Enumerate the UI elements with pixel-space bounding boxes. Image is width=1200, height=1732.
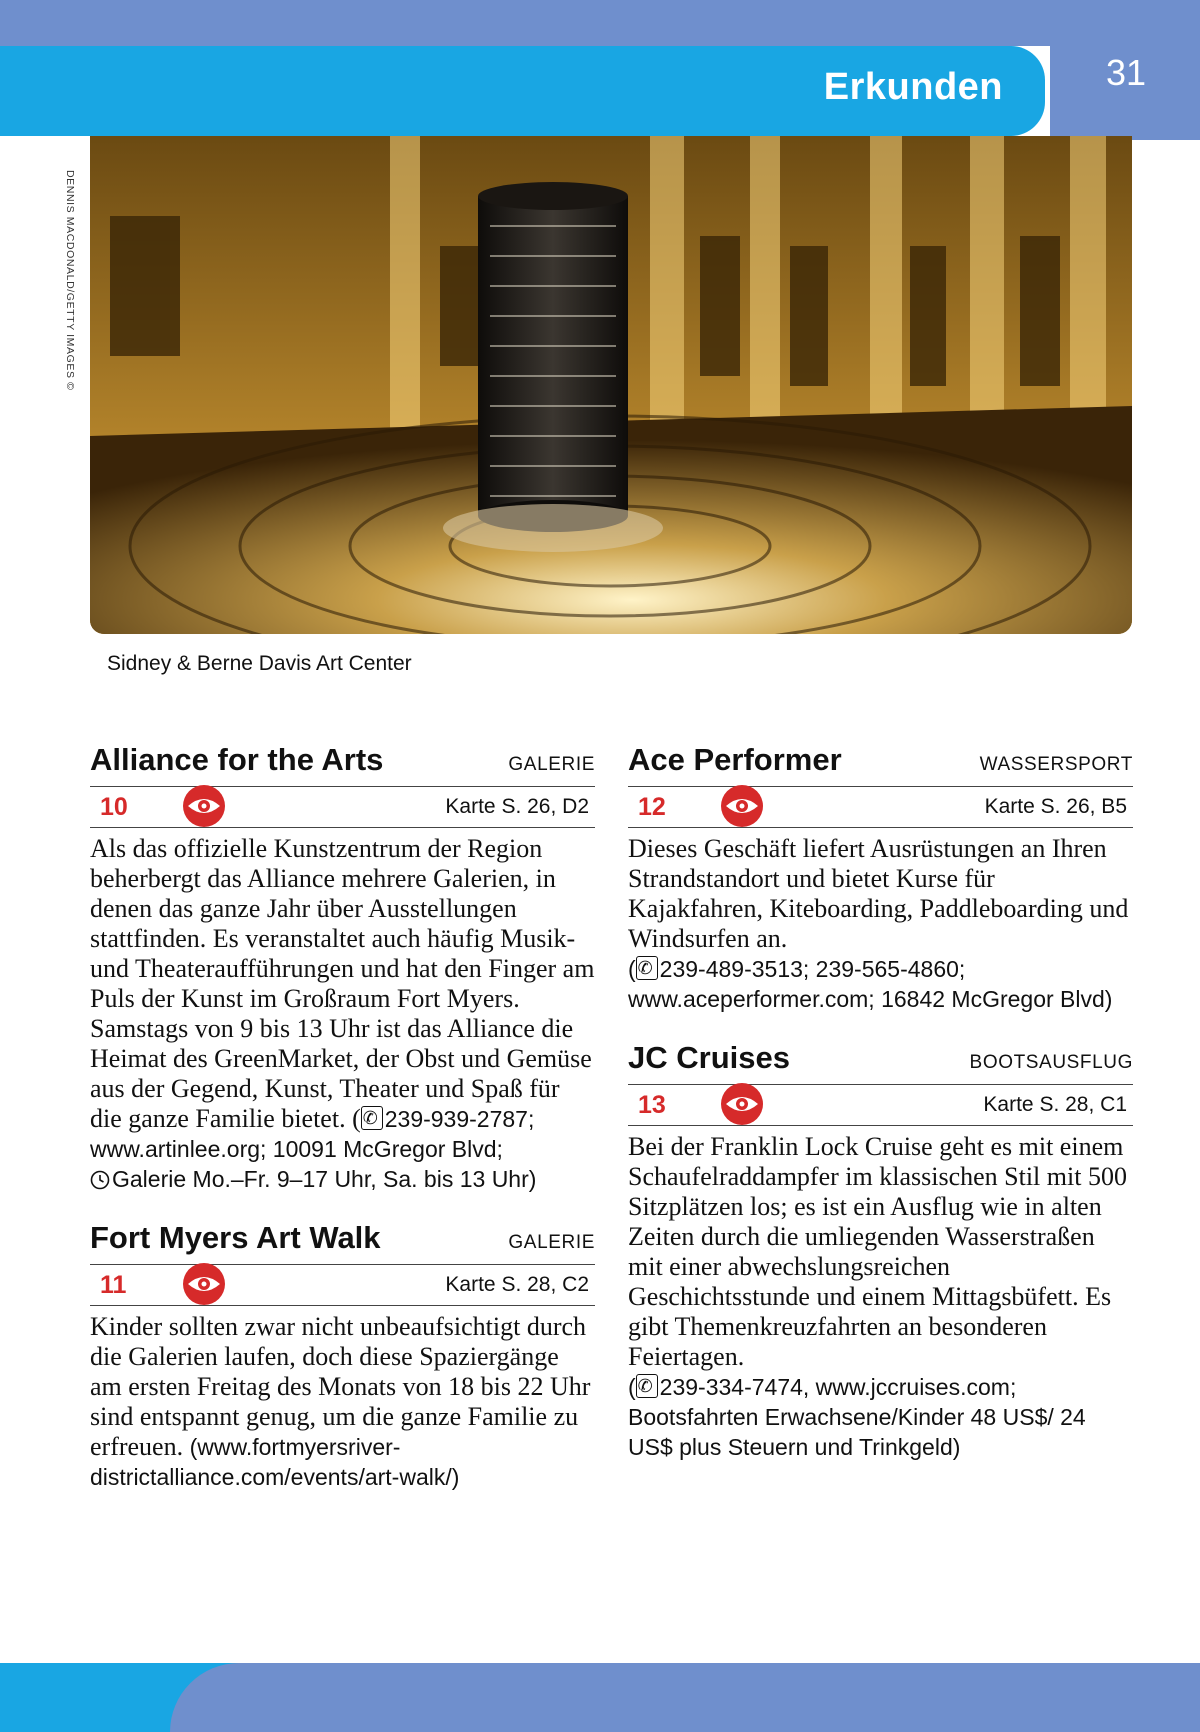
listing-ace-performer: [628, 742, 1133, 1014]
listing-description: Kinder sollten zwar nicht unbeaufsichtigt durch die Galerien laufen, doch diese Spaziergänge am ersten Freitag des Monats von 18 bis 22 Uhr sind entspannt genug, um die ganze Familie zu erfreuen. (www.fortmyersriver-districtalliance.com/events/art-walk/): [90, 1312, 591, 1490]
listing-category: WASSERSPORT: [979, 754, 1133, 775]
listing-website: (www.fortmyersriver-districtalliance.com/events/art-walk/): [90, 1434, 460, 1490]
listing-number: 10: [100, 793, 128, 821]
eye-icon: [720, 1082, 764, 1126]
listing-title: Alliance for the Arts: [90, 742, 384, 777]
map-reference: Karte S. 28, C2: [445, 1273, 589, 1296]
listing-description: Dieses Geschäft liefert Ausrüstungen an Ihren Strandstandort und bietet Kurse für Kajakfahren, Kiteboarding, Paddleboarding und Windsurfen an. (✆ 239-489-3513; 239-565-4860; www.aceperformer.com; 16842 McGregor Blvd): [628, 834, 1133, 1014]
listing-number: 11: [100, 1271, 127, 1299]
section-title: Erkunden: [823, 66, 1003, 108]
listing-number: 12: [638, 793, 666, 821]
photo-caption: Sidney & Berne Davis Art Center: [107, 652, 412, 675]
listing-title: Ace Performer: [628, 742, 842, 777]
art-center-photo: [90, 136, 1132, 634]
phone-number: 239-939-2787;: [384, 1106, 535, 1132]
phone-number: 239-489-3513; 239-565-4860;: [659, 956, 966, 982]
page-number: 31: [1105, 52, 1146, 93]
map-reference: Karte S. 28, C1: [983, 1093, 1127, 1116]
listing-meta-row: [628, 1084, 1133, 1126]
map-reference: Karte S. 26, B5: [984, 795, 1127, 818]
listing-website: www.artinlee.org; 10091 McGregor Blvd;: [90, 1136, 503, 1162]
right-column: [628, 742, 1133, 1488]
listing-meta-row: [90, 1264, 595, 1306]
listing-prices: Bootsfahrten Erwachsene/Kinder 48 US$/ 24 US$ plus Steuern und Trinkgeld): [628, 1404, 1086, 1460]
phone-number: 239-334-7474, www.jccruises.com;: [659, 1374, 1017, 1400]
eye-icon: [182, 1262, 226, 1306]
left-column: [90, 742, 595, 1518]
listing-meta-row: [628, 786, 1133, 828]
top-band: [0, 0, 1200, 46]
listing-number: 13: [638, 1091, 666, 1119]
opening-hours: Galerie Mo.–Fr. 9–17 Uhr, Sa. bis 13 Uhr): [112, 1166, 537, 1192]
phone-icon: [636, 1374, 658, 1398]
eye-icon: [182, 784, 226, 828]
section-header-bar: [0, 46, 1045, 136]
listing-title: Fort Myers Art Walk: [90, 1220, 381, 1255]
listing-jc-cruises: [628, 1040, 1133, 1462]
listing-category: BOOTSAUSFLUG: [969, 1052, 1133, 1073]
map-reference: Karte S. 26, D2: [445, 795, 589, 818]
listing-meta-row: [90, 786, 595, 828]
listing-website: www.aceperformer.com; 16842 McGregor Blvd): [628, 986, 1113, 1012]
listing-description: Als das offizielle Kunstzentrum der Region beherbergt das Alliance mehrere Galerien, in denen das ganze Jahr über Ausstellungen stattfinden. Es veranstaltet auch häufig Musik- und Theateraufführungen und hat den Finger am Puls der Kunst im Großraum Fort Myers. Samstags von 9 bis 13 Uhr ist das Alliance die Heimat des GreenMarket, der Obst und Gemüse aus der Gegend, Kunst, Theater und Spaß für die ganze Familie bietet. (✆ 239-939-2787; www.artinlee.org; 10091 McGregor Blvd; Galerie Mo.–Fr. 9–17 Uhr, Sa. bis 13 Uhr): [90, 834, 595, 1194]
phone-icon: [361, 1106, 383, 1130]
bottom-curve: [170, 1663, 1200, 1732]
listing-category: GALERIE: [508, 1232, 595, 1253]
eye-icon: [720, 784, 764, 828]
listing-alliance-for-the-arts: [90, 742, 595, 1194]
listing-fort-myers-art-walk: [90, 1220, 595, 1492]
clock-icon: [90, 1170, 110, 1190]
listing-description: Bei der Franklin Lock Cruise geht es mit einem Schaufelraddampfer im klassischen Stil mit 500 Sitzplätzen los; es ist ein Ausflug wie in alten Zeiten durch die umliegenden Wasserstraßen mit einer abwechslungsreichen Geschichtsstunde und einem Mittagsbüfett. Es gibt Themenkreuzfahrten an besonderen Feiertagen. (✆ 239-334-7474, www.jccruises.com; Bootsfahrten Erwachsene/Kinder 48 US$/ 24 US$ plus Steuern und Trinkgeld): [628, 1132, 1133, 1462]
listing-title: JC Cruises: [628, 1040, 790, 1075]
phone-icon: [636, 956, 658, 980]
listing-category: GALERIE: [508, 754, 595, 775]
photo-credit: DENNIS MACDONALD/GETTY IMAGES ©: [64, 170, 76, 391]
